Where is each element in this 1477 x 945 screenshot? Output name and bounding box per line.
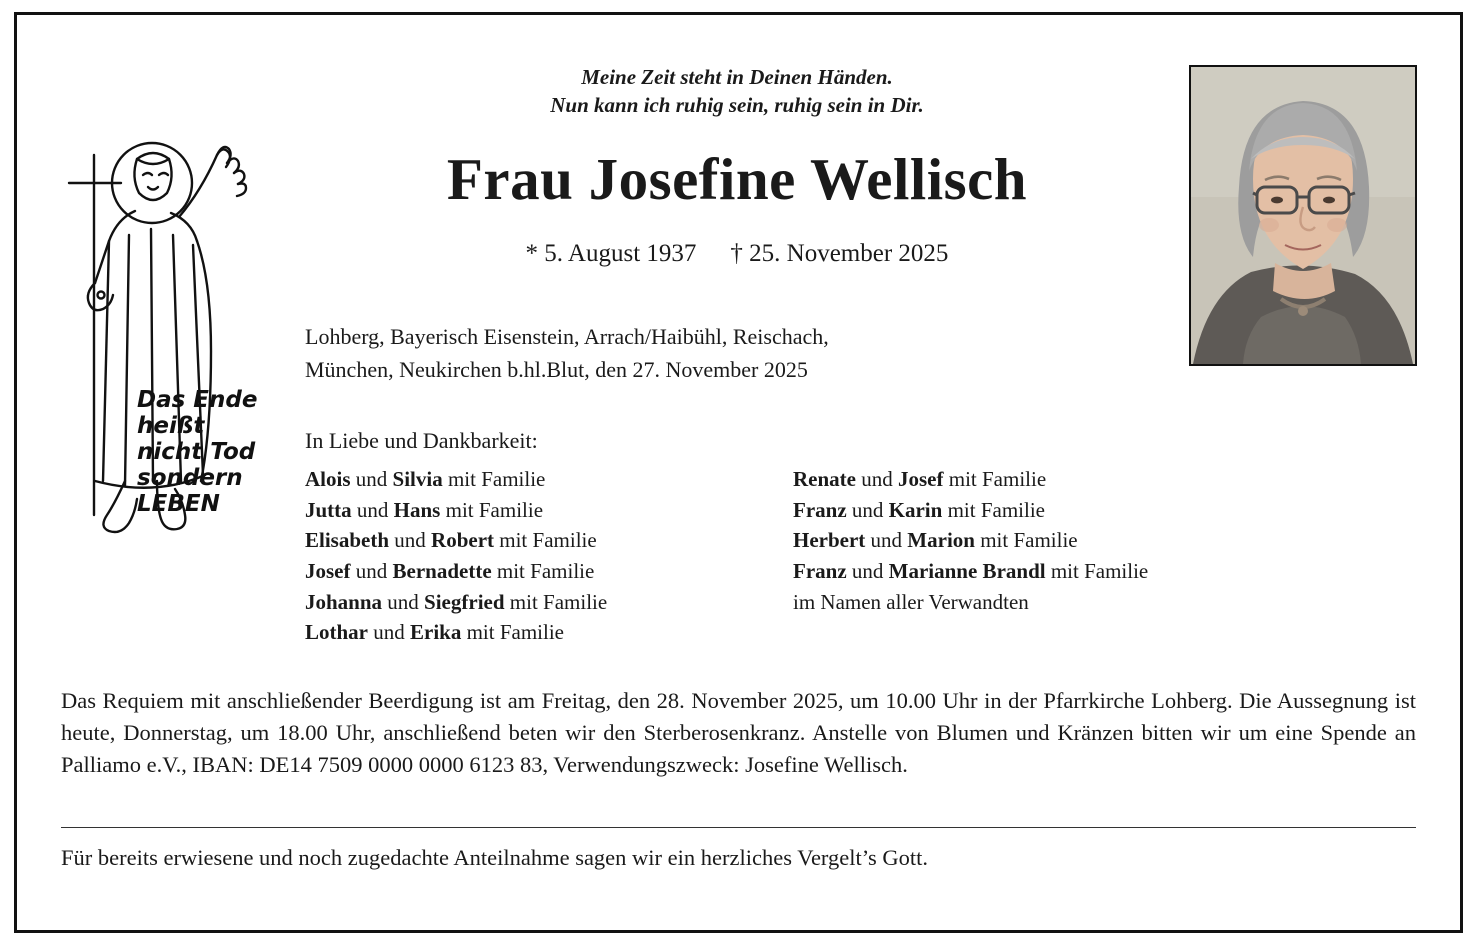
family-line [793,464,1353,495]
family-conjunction: und [846,497,889,522]
family-member-b: Hans [393,497,441,522]
family-tail: mit Familie [442,467,546,491]
family-line [793,525,1353,556]
family-line [305,525,793,556]
family-conjunction: und [382,589,425,614]
family-member-b: Erika [410,620,462,645]
divider [61,827,1416,828]
family-conjunction: und [865,528,908,553]
family-conjunction: und [351,497,394,522]
verse-line-2: Nun kann ich ruhig sein, ruhig sein in Dir. [550,93,924,118]
risen-christ-emblem [59,125,274,545]
family-member-b: Josef [897,467,944,491]
family-member-a: Lothar [305,620,368,645]
family-member-a: Johanna [305,589,383,614]
family-tail: mit Familie [494,528,597,553]
family-tail: mit Familie [440,497,544,522]
family-line [305,495,793,526]
family-member-a: Franz [793,497,847,522]
places-block [305,320,1165,386]
family-member-b: Bernadette [392,558,492,583]
family-conjunction: und [846,558,889,583]
family-conjunction: und [855,467,898,491]
family-conjunction: und [350,467,393,491]
family-tail: mit Familie [942,497,1045,522]
family-tail: mit Familie [974,528,1078,553]
family-member-b: Siegfried [424,589,505,614]
family-column-left [305,464,793,648]
closing-text: Für bereits erwiesene und noch zugedachte Anteilnahme sagen wir ein herzliches Vergelt’s Gott. [61,845,929,870]
family-member-a: Elisabeth [305,528,390,553]
family-conjunction: und [368,620,410,645]
family-member-b: Marianne Brandl [888,558,1046,583]
family-line [793,495,1353,526]
emblem-caption-line-1: Das Ende [137,387,258,413]
life-dates [297,240,1177,268]
family-member-a: Jutta [305,497,352,522]
family-tail: mit Familie [943,467,1047,491]
family-member-b: Karin [888,497,943,522]
family-column-right [793,464,1353,648]
family-line [793,587,1353,618]
family-member-a: Josef [305,558,351,583]
emblem-caption-line-2: heißt [137,413,205,439]
family-line [305,587,793,618]
deceased-name: Frau Josefine Wellisch [446,146,1028,212]
family-columns [305,464,1365,648]
family-line [793,556,1353,587]
birth-date: * 5. August 1937 [525,240,697,267]
family-member-a: Herbert [793,528,866,553]
emblem-caption-line-4: sondern [137,465,243,491]
places-line-1: Lohberg, Bayerisch Eisenstein, Arrach/Haibühl, Reischach, [305,324,829,349]
family-tail: im Namen aller Verwandten [793,589,1029,614]
portrait-photo [1189,65,1417,366]
family-member-a: Franz [793,558,847,583]
family-conjunction: und [350,558,393,583]
emblem-caption-line-3: nicht Tod [137,439,256,465]
family-tail: mit Familie [461,620,565,645]
emblem-caption-line-5: LEBEN [137,491,220,517]
notice-frame [14,12,1463,933]
family-heading: In Liebe und Dankbarkeit: [305,428,538,453]
family-tail: mit Familie [491,558,595,583]
verse-line-1: Meine Zeit steht in Deinen Händen. [581,65,893,89]
funeral-details-text: Das Requiem mit anschließender Beerdigung ist am Freitag, den 28. November 2025, um 10.00 Uhr in der Pfarrkirche Lohberg. Die Aussegnung ist heute, Donnerstag, um 18.00 Uhr, anschließend beten wir den Sterberosenkranz. Anstelle von Blumen und Kränzen bitten wir um eine Spende an Palliamo e.V., IBAN: DE14 7509 0000 0000 6123 83, Verwendungszweck: Josefine Wellisch. [61,688,1416,777]
verse-block [297,63,1177,120]
family-member-b: Robert [431,528,495,553]
family-line [305,464,793,495]
family-line [305,556,793,587]
family-tail: mit Familie [504,589,608,614]
places-line-2: München, Neukirchen b.hl.Blut, den 27. November 2025 [305,357,808,382]
family-tail: mit Familie [1045,558,1149,583]
family-conjunction: und [389,528,432,553]
family-member-b: Silvia [392,467,443,491]
family-member-a: Renate [793,467,856,491]
family-member-b: Marion [907,528,975,553]
family-line [305,617,793,648]
family-member-a: Alois [305,467,351,491]
death-date: † 25. November 2025 [730,240,949,267]
